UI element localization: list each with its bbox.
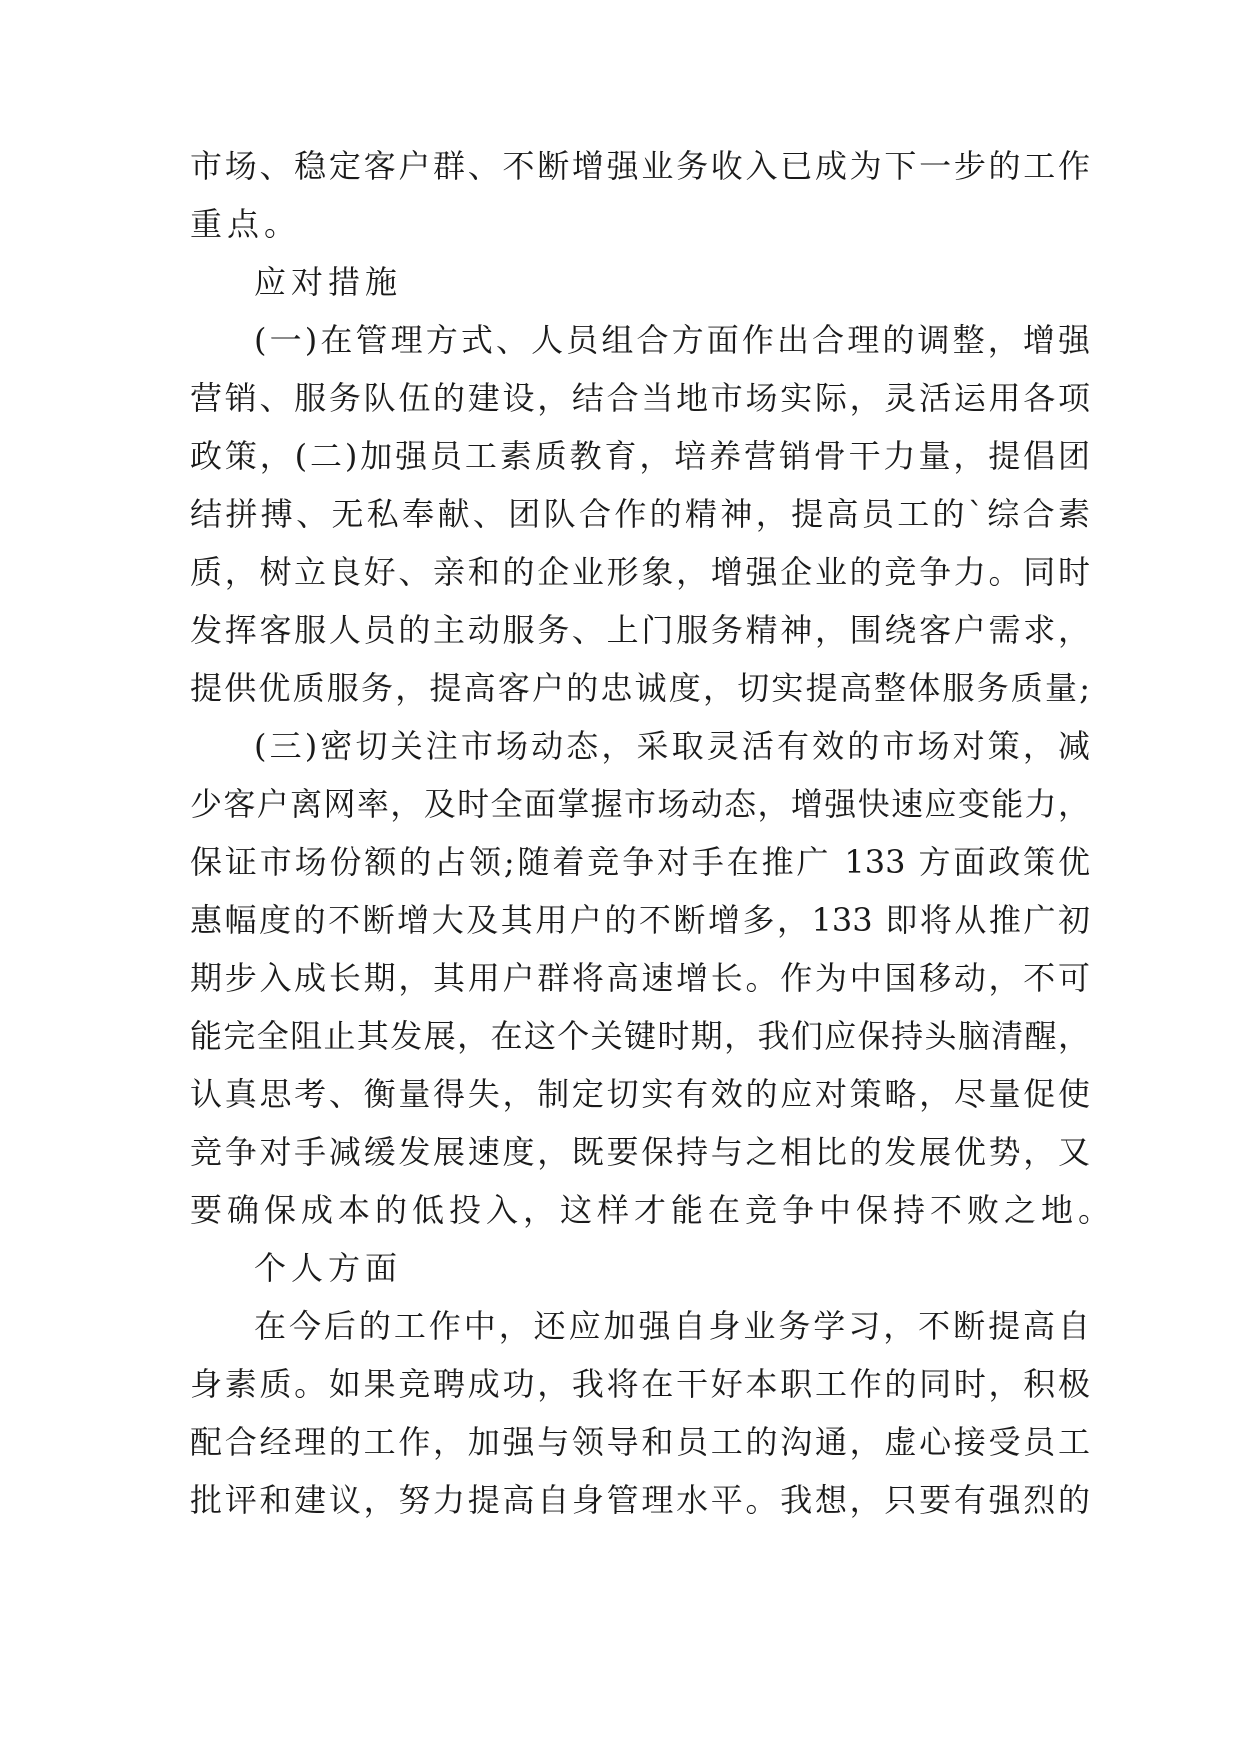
body-text-line: 重点。 [190,205,302,243]
body-text-line: 营销、服务队伍的建设，结合当地市场实际，灵活运用各项 [190,379,1090,417]
body-text-line: 身素质。如果竞聘成功，我将在干好本职工作的同时，积极 [190,1365,1090,1403]
section-heading: 应对措施 [254,263,403,301]
body-text-line: 期步入成长期，其用户群将高速增长。作为中国移动，不可 [190,959,1090,997]
section-heading: 个人方面 [254,1249,403,1287]
body-text-line: 要确保成本的低投入，这样才能在竞争中保持不败之地。 [190,1191,1116,1229]
body-text-line: 结拼搏、无私奉献、团队合作的精神，提高员工的`综合素 [190,495,1090,533]
body-text-line: 政策，(二)加强员工素质教育，培养营销骨干力量，提倡团 [190,437,1090,475]
body-text-line: 保证市场份额的占领;随着竞争对手在推广 133 方面政策优 [190,843,1090,881]
body-text-line: (三)密切关注市场动态，采取灵活有效的市场对策，减 [254,727,1090,765]
body-text-line: 在今后的工作中，还应加强自身业务学习，不断提高自 [254,1307,1090,1345]
body-text-line: 批评和建议，努力提高自身管理水平。我想，只要有强烈的 [190,1481,1090,1519]
body-text-line: 少客户离网率，及时全面掌握市场动态，增强快速应变能力， [190,785,1090,823]
body-text-line: 发挥客服人员的主动服务、上门服务精神，围绕客户需求， [190,611,1090,649]
body-text-line: 市场、稳定客户群、不断增强业务收入已成为下一步的工作 [190,147,1090,185]
body-text-line: 质，树立良好、亲和的企业形象，增强企业的竞争力。同时 [190,553,1090,591]
body-text-line: 配合经理的工作，加强与领导和员工的沟通，虚心接受员工 [190,1423,1090,1461]
body-text-line: 提供优质服务，提高客户的忠诚度，切实提高整体服务质量; [190,669,1090,707]
body-text-line: 认真思考、衡量得失，制定切实有效的应对策略，尽量促使 [190,1075,1090,1113]
body-text-line: 惠幅度的不断增大及其用户的不断增多，133 即将从推广初 [190,901,1090,939]
body-text-line: 竞争对手减缓发展速度，既要保持与之相比的发展优势，又 [190,1133,1090,1171]
body-text-line: 能完全阻止其发展，在这个关键时期，我们应保持头脑清醒， [190,1017,1090,1055]
body-text-line: (一)在管理方式、人员组合方面作出合理的调整，增强 [254,321,1090,359]
